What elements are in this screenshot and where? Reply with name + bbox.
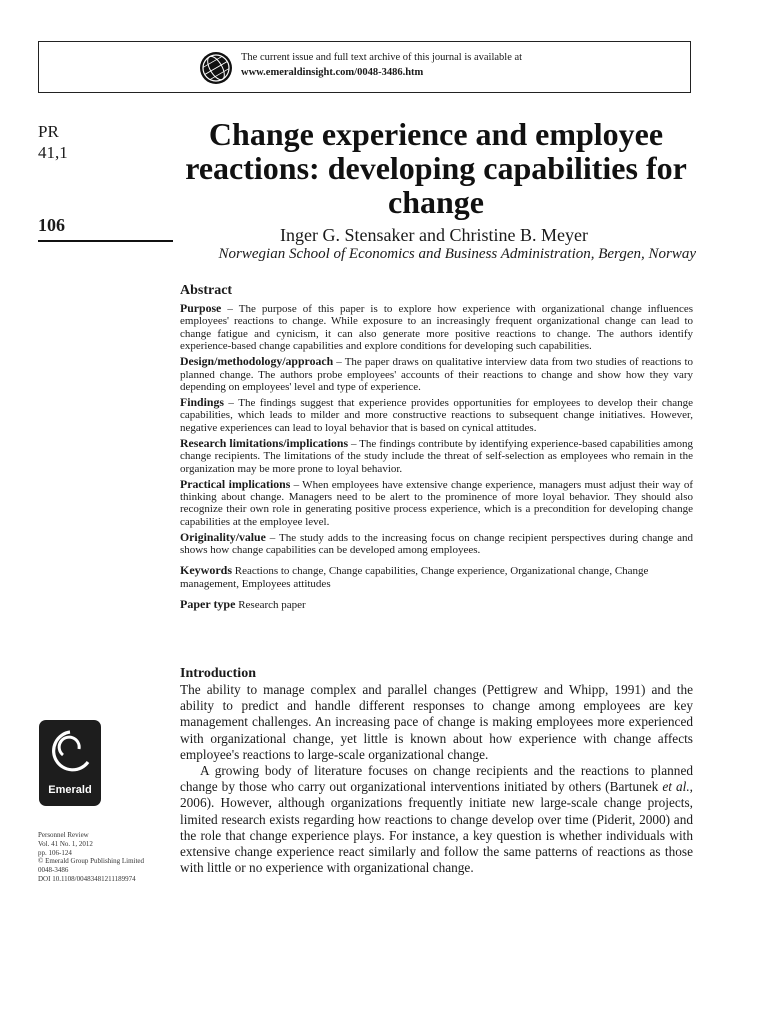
keywords-label: Keywords (180, 562, 232, 577)
abstract-purpose (180, 302, 693, 353)
section-label: Originality/value (180, 529, 266, 544)
paragraph (180, 763, 693, 876)
availability-text: The current issue and full text archive of this journal is available at (241, 52, 523, 63)
pub-info-line: Personnel Review (38, 831, 89, 839)
keywords-text: Reactions to change, Change capabilities, Change experience, Organizational change, Change management, Employees attitudes (180, 564, 649, 590)
publication-info (38, 831, 144, 884)
section-text: – The paper draws on qualitative interview data from two studies of reactions to planned change. The authors probe employees' accounts of their reactions to change and show how they vary depending on employees' level and type of experience. (180, 356, 693, 394)
volume-issue: 41,1 (38, 143, 68, 162)
pub-info-line: 0048-3486 (38, 866, 69, 875)
section-label: Purpose (180, 301, 222, 315)
pub-info-line: DOI 10.1108/00483481211189974 (38, 874, 136, 883)
introduction (180, 666, 693, 876)
journal-availability-box (38, 41, 691, 93)
page-number-rule (38, 240, 173, 242)
abstract (180, 283, 693, 612)
abstract-design (180, 355, 693, 393)
journal-url-link[interactable]: www.emeraldinsight.com/0048-3486.htm (241, 67, 424, 78)
paper-type-label: Paper type (180, 596, 236, 611)
emerald-logo (39, 720, 101, 806)
article-title: Change experience and employee reactions: developing capabilities for change (185, 116, 687, 220)
abstract-practical (180, 478, 693, 529)
keywords (180, 564, 693, 591)
pub-info-line: Vol. 41 No. 1, 2012 (38, 839, 93, 848)
section-label: Design/methodology/approach (180, 354, 334, 369)
pub-info-line: pp. 106-124 (38, 848, 72, 857)
section-text: – The findings contribute by identifying experience-based capabilities among change recipients. The limitations of the study include the threat of self-selection as employees who remain in the organization may be more prone to loyal behavior. (180, 437, 693, 475)
introduction-heading: Introduction (180, 666, 256, 681)
section-text: – The findings suggest that experience provides opportunities for employees to develop their change capabilities, which leads to milder and more constructive reactions to subsequent change initiatives. However, negative experiences can lead to loyal behavior that is based on cynical attitudes. (180, 397, 693, 434)
section-label: Research limitations/implications (180, 435, 349, 450)
paragraph-text: A growing body of literature focuses on change recipients and the reactions to planned change by those who carry out organizational interventions initiated by others (Bartunek (180, 763, 693, 795)
abstract-findings (180, 396, 693, 434)
section-text: – When employees have extensive change experience, managers must adjust their way of thinking about change. Managers need to be alert to the prominence of more loyal behavior. They should also recognize their own role in generating positive process experience, which is a precondition for developing change capabilities at the employee level. (180, 478, 693, 528)
paragraph: The ability to manage complex and parallel changes (Pettigrew and Whipp, 1991) and the ability to predict and handle different responses to change among employees are key management challenges. An increasing pace of change is making employees more experienced with organizational change, yet little is known about how experience with change affects employee's reactions to large-scale organizational change. (180, 682, 693, 762)
citation-etal: et al. (662, 779, 690, 795)
author-affiliation: Norwegian School of Economics and Business Administration, Bergen, Norway (218, 246, 696, 262)
emerald-e-icon (39, 722, 101, 784)
section-text: – The purpose of this paper is to explore how experience with organizational change influences employees' reactions to change. While exposure to an increasingly frequent organizational change can lead to change fatigue and cynicism, it can also generate more positive reactions to change. The authors identify experience-based change capabilities and explore conditions for developing such capabilities. (180, 303, 693, 353)
article-authors: Inger G. Stensaker and Christine B. Meyer (280, 225, 588, 245)
paragraph-text: , 2006). However, although organizations frequently initiate new large-scale change projects, limited research exists regarding how reactions to change develop over time (Piderit, 2000) and the role that change experience plays. For instance, a key question is whether individuals with extensive change experience react similarly and follow the same patterns of reactions as those with little or no experience with organizational change. (180, 779, 693, 876)
journal-code (38, 121, 68, 163)
abstract-originality (180, 531, 693, 557)
page-number: 106 (38, 215, 65, 235)
section-label: Findings (180, 395, 224, 410)
abstract-heading: Abstract (180, 283, 233, 298)
pub-info-line: © Emerald Group Publishing Limited (38, 857, 145, 866)
section-text: – The study adds to the increasing focus on change recipient perspectives during change and shows how change capabilities can be developed among employees. (180, 531, 693, 557)
journal-abbrev: PR (38, 122, 59, 141)
paper-type (180, 597, 693, 612)
paper-type-text: Research paper (235, 598, 306, 611)
emerald-logo-text: Emerald (48, 784, 92, 796)
globe-icon (199, 51, 233, 85)
section-label: Practical implications (180, 476, 291, 491)
abstract-limitations (180, 437, 693, 475)
